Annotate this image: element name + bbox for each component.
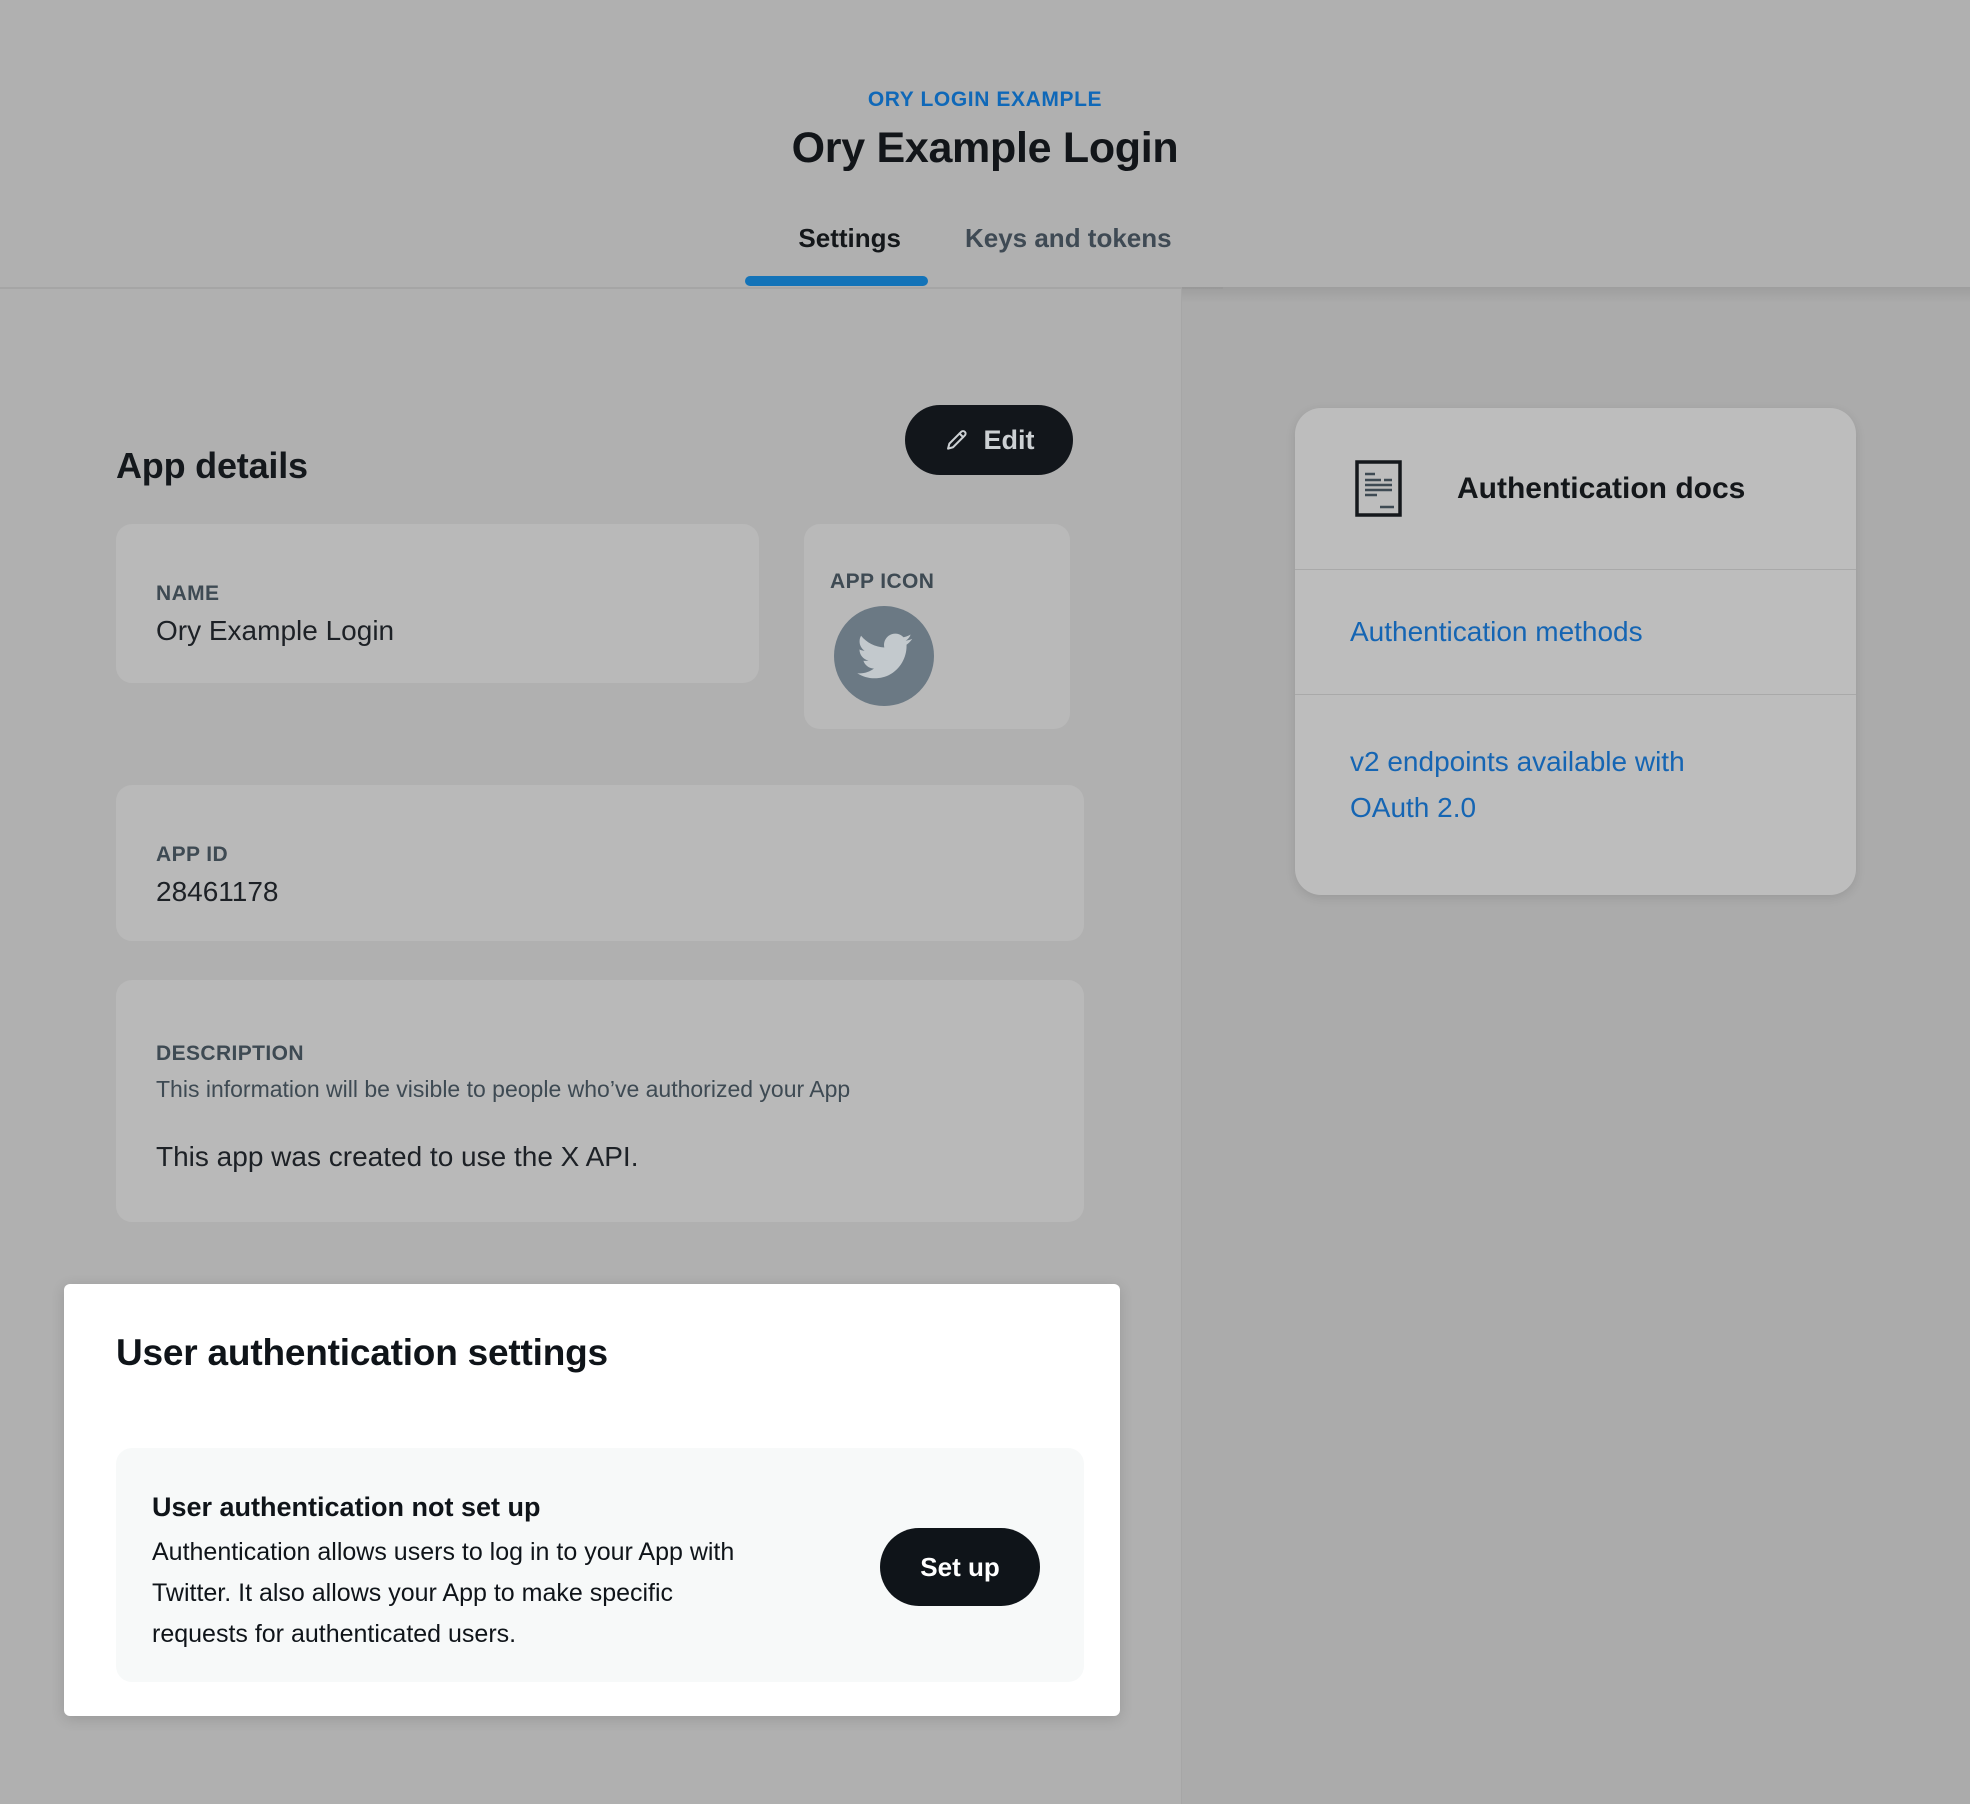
app-id-field-value: 28461178 [156,876,279,907]
authentication-docs-header [1295,408,1856,570]
user-auth-heading: User authentication settings [116,1332,608,1373]
user-auth-status-title: User authentication not set up [152,1492,541,1522]
set-up-button[interactable] [880,1528,1040,1606]
document-icon [1355,460,1402,517]
app-icon-field [804,524,1070,729]
breadcrumb[interactable]: ORY LOGIN EXAMPLE [867,88,1103,111]
authentication-methods-link[interactable]: Authentication methods [1350,616,1643,647]
header-band [0,0,1970,287]
user-auth-settings-panel [64,1284,1120,1716]
edit-button[interactable] [905,405,1073,475]
app-id-field-label: APP ID [156,843,229,866]
sidebar-top-shadow [1182,287,1970,303]
name-field-label: NAME [156,582,220,605]
twitter-bird-icon [855,627,913,685]
page-title: Ory Example Login [791,124,1179,172]
app-details-heading: App details [116,445,308,486]
set-up-button-label: Set up [920,1551,1000,1582]
user-auth-status-body: Authentication allows users to log in to your App with Twitter. It also allows your App to make specific requests for authenticated users. [152,1538,735,1648]
description-field-label: DESCRIPTION [156,1042,304,1065]
name-field-value: Ory Example Login [156,615,395,646]
tab-settings[interactable]: Settings [798,223,901,253]
name-field [116,524,759,683]
app-id-field [116,785,1084,941]
docs-link-row [1295,695,1856,831]
docs-link-row [1295,570,1856,695]
active-tab-indicator [745,276,928,286]
app-avatar [834,606,934,706]
user-auth-status-card [116,1448,1084,1682]
description-field-value: This app was created to use the X API. [156,1141,639,1172]
pencil-icon [944,427,971,454]
tab-bar [0,221,1970,255]
description-field [116,980,1084,1222]
authentication-docs-title: Authentication docs [1457,471,1746,505]
v2-endpoints-oauth-link[interactable]: v2 endpoints available with OAuth 2.0 [1350,746,1685,823]
description-field-hint: This information will be visible to people who’ve authorized your App [156,1076,851,1102]
edit-button-label: Edit [983,424,1035,455]
app-icon-field-label: APP ICON [830,570,935,593]
authentication-docs-card [1295,408,1856,895]
tab-keys-and-tokens[interactable]: Keys and tokens [964,223,1172,253]
